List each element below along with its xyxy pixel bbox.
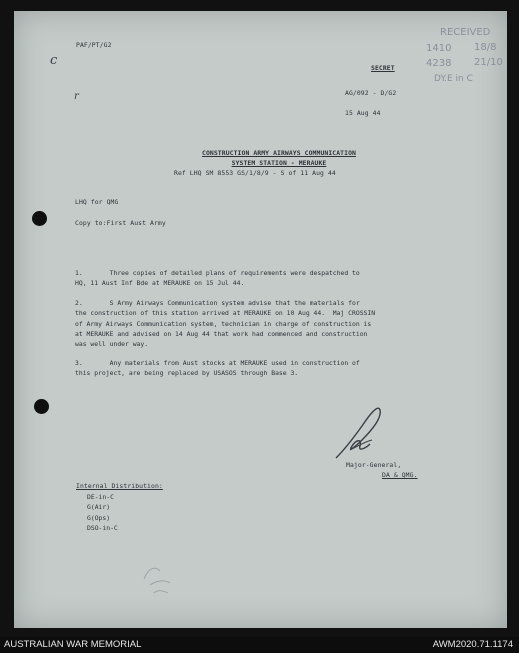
- classification: SECRET: [371, 64, 395, 72]
- footer-institution: AUSTRALIAN WAR MEMORIAL: [4, 639, 142, 650]
- stamp-line3: DY.E in C: [434, 74, 473, 84]
- document-page: [14, 11, 507, 628]
- document-date: 15 Aug 44: [345, 109, 381, 117]
- stamp-received: RECEIVED: [440, 27, 491, 38]
- stamp-line2a: 4238: [426, 58, 452, 69]
- pencil-annotation: [140, 559, 180, 599]
- pen-mark-c: c: [50, 53, 58, 68]
- file-reference: AG/092 - D/G2: [345, 89, 397, 97]
- distribution-item: DSO-in-C: [87, 523, 118, 532]
- subject-reference: Ref LHQ SM 8553 GS/1/8/9 - S of 11 Aug 44: [174, 169, 336, 177]
- title-line-1: CONSTRUCTION ARMY AIRWAYS COMMUNICATION: [202, 149, 356, 157]
- distribution-list: [87, 492, 118, 533]
- paragraph-2: 2. S Army Airways Communication system advise that the materials for the construction of this station arrived at MERAUKE on 10 Aug 44. Maj CROSSIN of Army Airways Communication system, technician in charge of construction is at MERAUKE and advised on 14 Aug 44 that work had commenced and construction was well under way.: [75, 299, 376, 349]
- signature-unit: DA & QMG.: [382, 471, 418, 479]
- footer-bar: [0, 637, 519, 653]
- title-line-2: SYSTEM STATION - MERAUKE: [231, 159, 327, 168]
- distribution-item: DE-in-C: [87, 493, 114, 501]
- stamp-line1a: 1410: [426, 43, 452, 54]
- punch-hole-bottom: [34, 399, 49, 414]
- footer-accession-number: AWM2020.71.1174: [432, 639, 513, 650]
- document-title: [174, 148, 384, 169]
- handwritten-signature: [332, 400, 388, 464]
- stamp-line1b: 18/8: [474, 42, 497, 53]
- signature-title: Major-General,: [346, 461, 402, 469]
- distribution-item: G(Air): [87, 503, 111, 512]
- file-code: PAF/PT/G2: [76, 41, 112, 49]
- paragraph-1: 1. Three copies of detailed plans of requirements were despatched to HQ, 11 Aust Inf Bde at MERAUKE on 15 Jul 44.: [75, 269, 360, 288]
- copy-to: Copy to:First Aust Army: [75, 219, 166, 227]
- addressee: LHQ for QMG: [75, 198, 119, 206]
- paragraph-3: 3. Any materials from Aust stocks at MERAUKE used in construction of this project, are being replaced by USASOS through Base 3.: [75, 359, 360, 378]
- distribution-label: Internal Distribution:: [76, 482, 163, 490]
- punch-hole-top: [32, 211, 47, 226]
- stamp-line2b: 21/10: [474, 57, 503, 68]
- distribution-item: G(Ops): [87, 513, 111, 522]
- received-stamp: [424, 27, 514, 99]
- pen-mark-tick: r: [74, 91, 79, 102]
